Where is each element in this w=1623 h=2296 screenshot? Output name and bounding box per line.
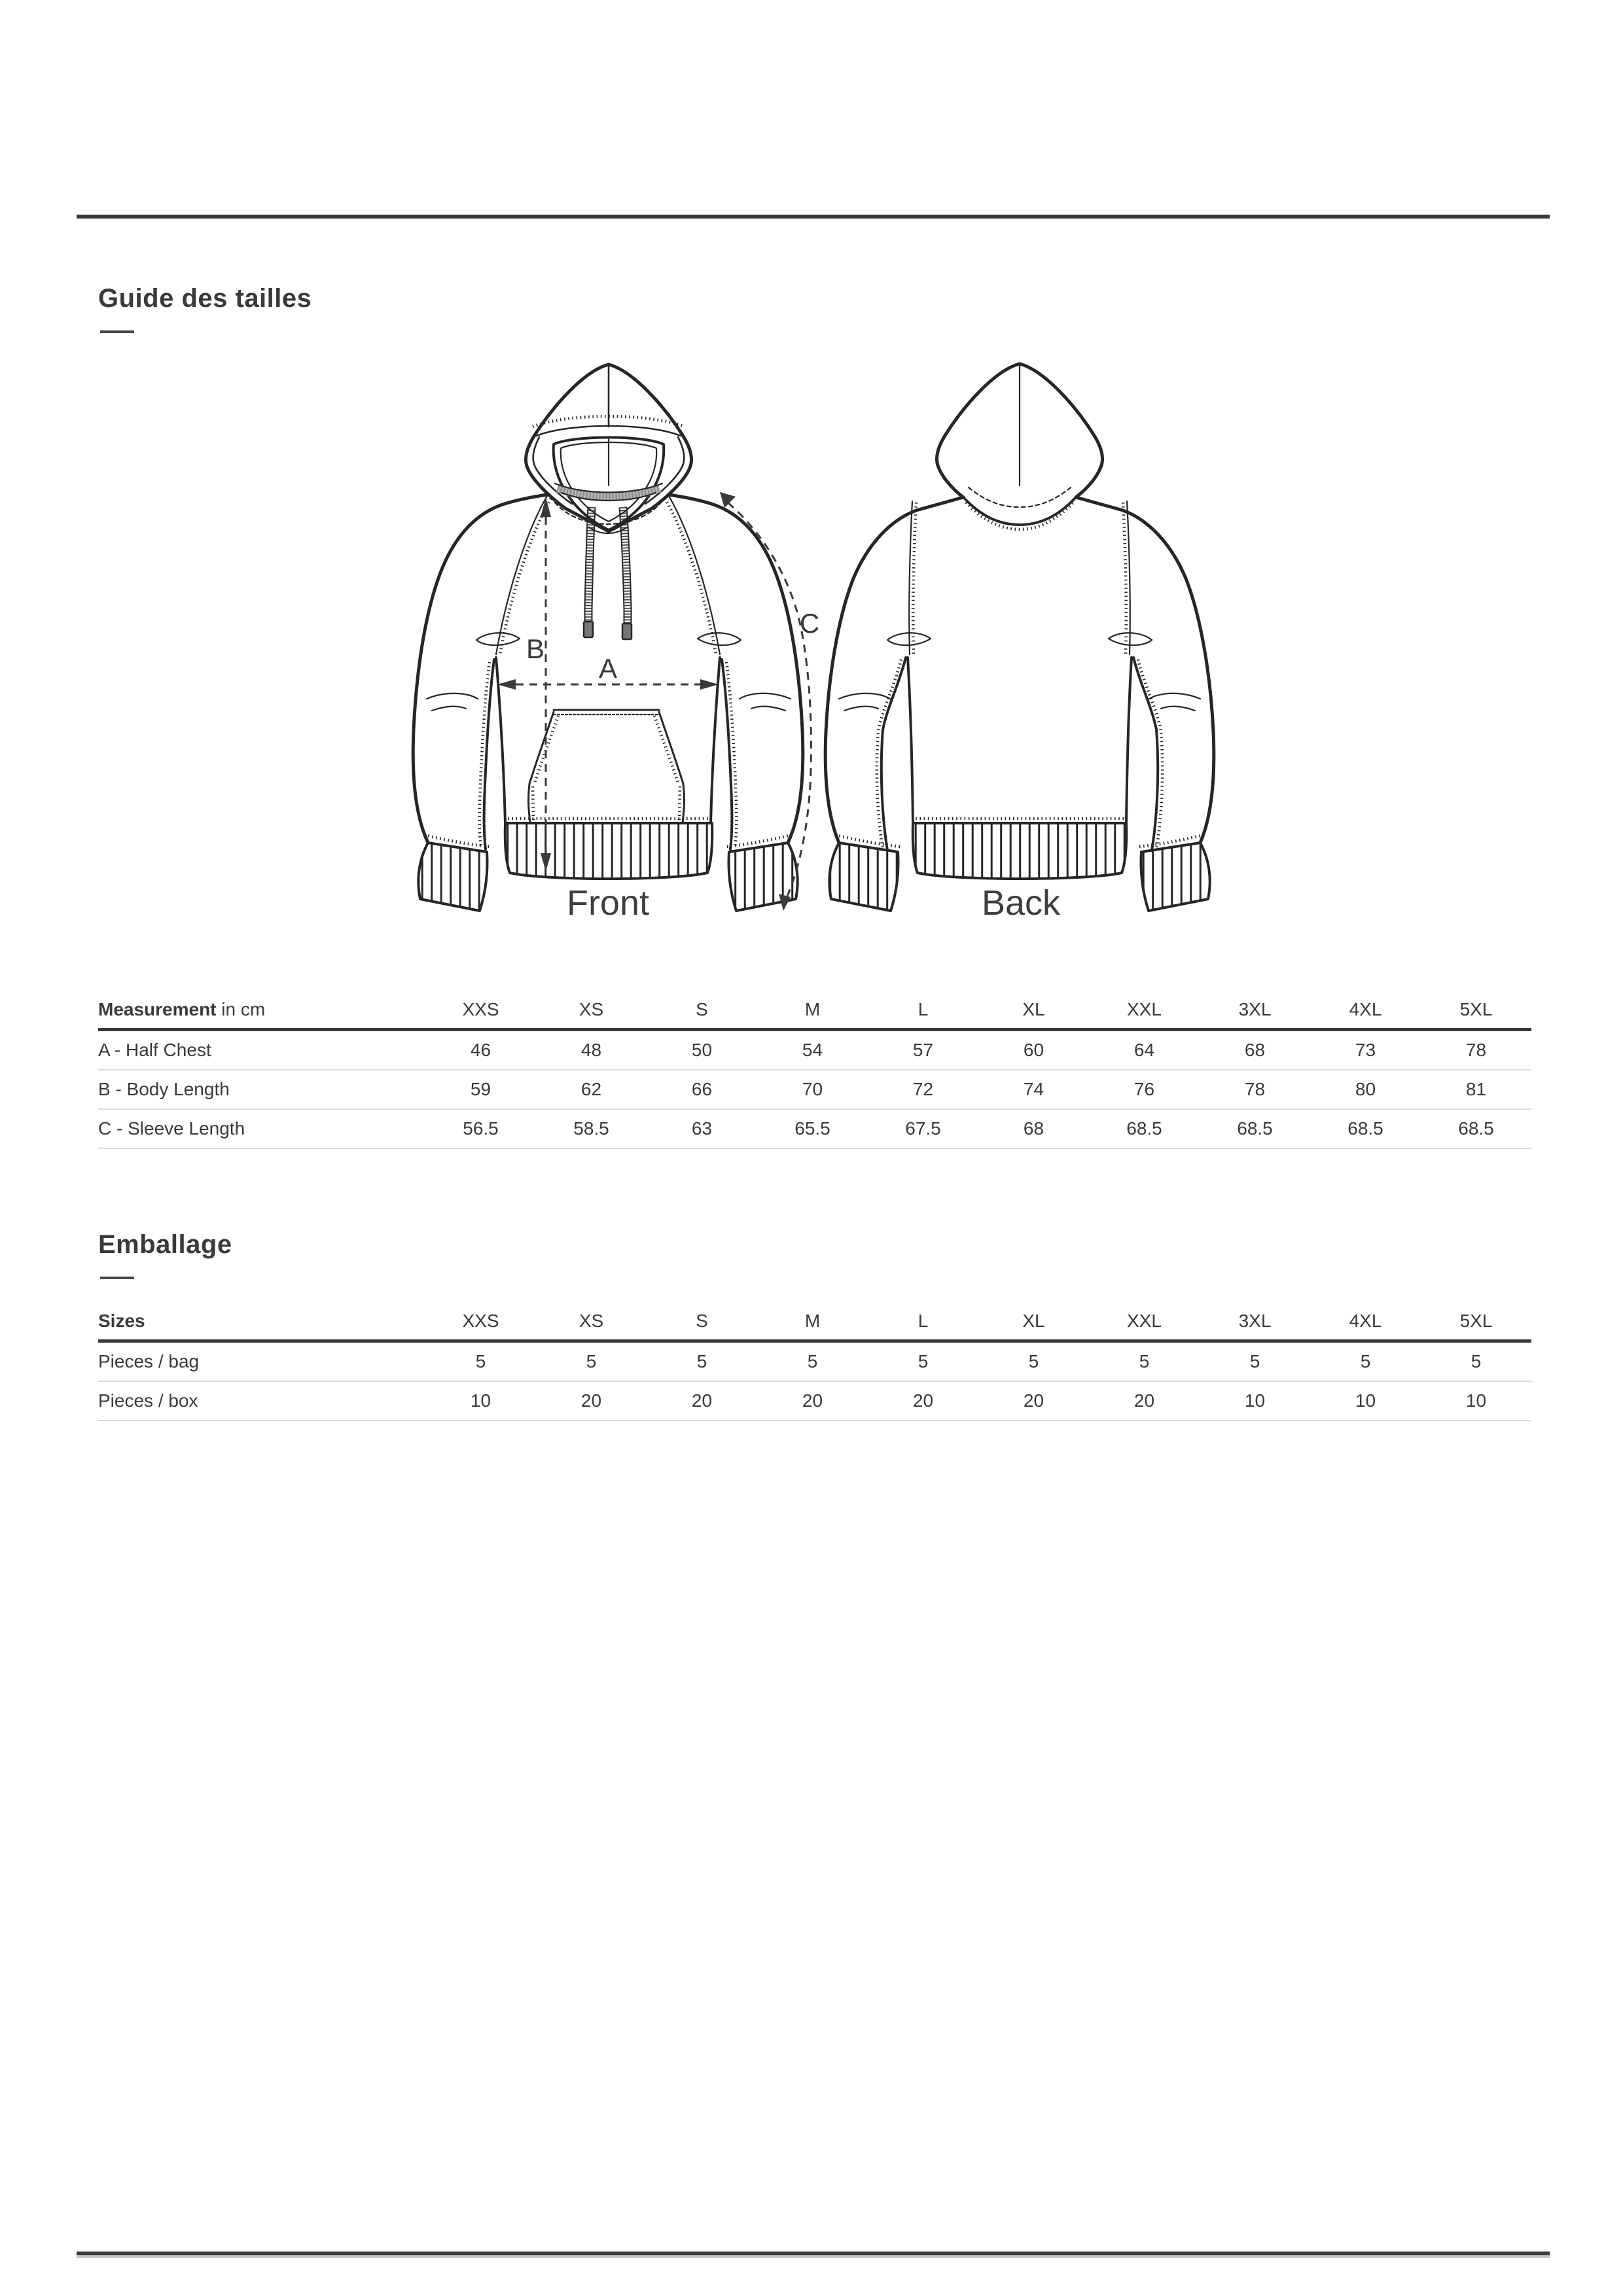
column-header: 4XL [1349, 998, 1382, 1019]
hoodie-back-drawing [825, 364, 1214, 911]
measurement-annotation-b [526, 497, 551, 872]
table-cell: 58.5 [573, 1118, 609, 1139]
annotation-b-label: B [526, 633, 545, 664]
table-row-half-chest [98, 1031, 1531, 1070]
column-header: XS [579, 998, 604, 1019]
column-header: XXL [1127, 1310, 1162, 1331]
page-title: Guide des tailles [98, 284, 312, 313]
row-label: Pieces / bag [98, 1351, 200, 1371]
packaging-table [98, 1302, 1531, 1421]
table-cell: 59 [470, 1079, 491, 1099]
top-rule [77, 215, 1550, 219]
table-cell: 67.5 [905, 1118, 941, 1139]
bottom-rule [77, 2252, 1550, 2255]
table-cell: 57 [912, 1040, 934, 1060]
table-cell: 20 [1023, 1390, 1044, 1411]
column-header: 4XL [1349, 1310, 1382, 1331]
table-cell: 63 [691, 1118, 713, 1139]
table-cell: 10 [1465, 1390, 1487, 1411]
annotation-a-label: A [598, 653, 618, 684]
packaging-heading: Emballage [98, 1230, 232, 1259]
table-cell: 65.5 [794, 1118, 830, 1139]
table-cell: 81 [1465, 1079, 1487, 1099]
measurement-table-title: Measurement in cm [98, 998, 266, 1019]
table-cell: 66 [691, 1079, 713, 1099]
table-cell: 64 [1133, 1040, 1155, 1060]
table-cell: 10 [1244, 1390, 1266, 1411]
table-cell: 73 [1355, 1040, 1376, 1060]
table-cell: 76 [1133, 1079, 1155, 1099]
table-cell: 48 [580, 1040, 602, 1060]
table-cell: 5 [475, 1351, 486, 1371]
table-cell: 10 [1355, 1390, 1376, 1411]
packaging-table-header-row [98, 1302, 1531, 1343]
table-cell: 56.5 [463, 1118, 499, 1139]
table-cell: 5 [586, 1351, 597, 1371]
measurement-annotation-c [720, 492, 819, 911]
row-label: B - Body Length [98, 1079, 230, 1099]
table-cell: 72 [912, 1079, 934, 1099]
column-header: L [918, 998, 929, 1019]
table-row-sleeve-length [98, 1110, 1531, 1149]
table-cell: 54 [802, 1040, 823, 1060]
table-row-pieces-bag [98, 1343, 1531, 1382]
measurement-annotation-a [497, 653, 719, 690]
table-cell: 68.5 [1237, 1118, 1273, 1139]
table-cell: 5 [1249, 1351, 1260, 1371]
table-cell: 68.5 [1458, 1118, 1494, 1139]
table-cell: 20 [912, 1390, 934, 1411]
table-cell: 5 [1360, 1351, 1371, 1371]
column-header: XL [1022, 1310, 1045, 1331]
table-cell: 5 [807, 1351, 818, 1371]
table-cell: 68.5 [1347, 1118, 1383, 1139]
row-label: Pieces / box [98, 1390, 198, 1411]
table-cell: 78 [1244, 1079, 1266, 1099]
table-cell: 20 [1133, 1390, 1155, 1411]
table-cell: 5 [918, 1351, 929, 1371]
table-cell: 5 [1139, 1351, 1150, 1371]
table-row-body-length [98, 1070, 1531, 1110]
column-header: L [918, 1310, 929, 1331]
column-header: XXL [1127, 998, 1162, 1019]
column-header: XXS [462, 998, 499, 1019]
table-cell: 5 [696, 1351, 707, 1371]
table-cell: 20 [691, 1390, 713, 1411]
table-cell: 70 [802, 1079, 823, 1099]
table-cell: 20 [580, 1390, 602, 1411]
table-cell: 10 [470, 1390, 491, 1411]
back-view-label: Back [981, 883, 1061, 923]
column-header: 3XL [1238, 1310, 1272, 1331]
packaging-table-title: Sizes [98, 1310, 145, 1331]
annotation-c-label: C [799, 608, 820, 639]
table-cell: 5 [1028, 1351, 1039, 1371]
table-cell: 60 [1023, 1040, 1044, 1060]
table-cell: 68.5 [1126, 1118, 1162, 1139]
table-cell: 78 [1465, 1040, 1487, 1060]
column-header: S [696, 1310, 708, 1331]
table-cell: 68 [1244, 1040, 1266, 1060]
row-label: C - Sleeve Length [98, 1118, 245, 1139]
table-cell: 5 [1471, 1351, 1482, 1371]
front-view-label: Front [566, 883, 650, 923]
table-cell: 46 [470, 1040, 491, 1060]
table-cell: 20 [802, 1390, 823, 1411]
table-cell: 50 [691, 1040, 713, 1060]
measurement-table [98, 991, 1531, 1149]
column-header: S [696, 998, 708, 1019]
bottom-rule-shadow [77, 2256, 1550, 2258]
column-header: XS [579, 1310, 604, 1331]
column-header: XL [1022, 998, 1045, 1019]
column-header: 5XL [1459, 998, 1493, 1019]
column-header: M [804, 1310, 821, 1331]
table-row-pieces-box [98, 1382, 1531, 1421]
column-header: M [804, 998, 821, 1019]
table-cell: 62 [580, 1079, 602, 1099]
hoodie-front-drawing [413, 364, 803, 911]
table-cell: 80 [1355, 1079, 1376, 1099]
title-divider [100, 330, 134, 333]
column-header: 3XL [1238, 998, 1272, 1019]
table-cell: 68 [1023, 1118, 1044, 1139]
table-cell: 74 [1023, 1079, 1044, 1099]
column-header: 5XL [1459, 1310, 1493, 1331]
packaging-divider [100, 1277, 134, 1279]
measurement-table-header-row [98, 991, 1531, 1031]
column-header: XXS [462, 1310, 499, 1331]
row-label: A - Half Chest [98, 1040, 211, 1060]
